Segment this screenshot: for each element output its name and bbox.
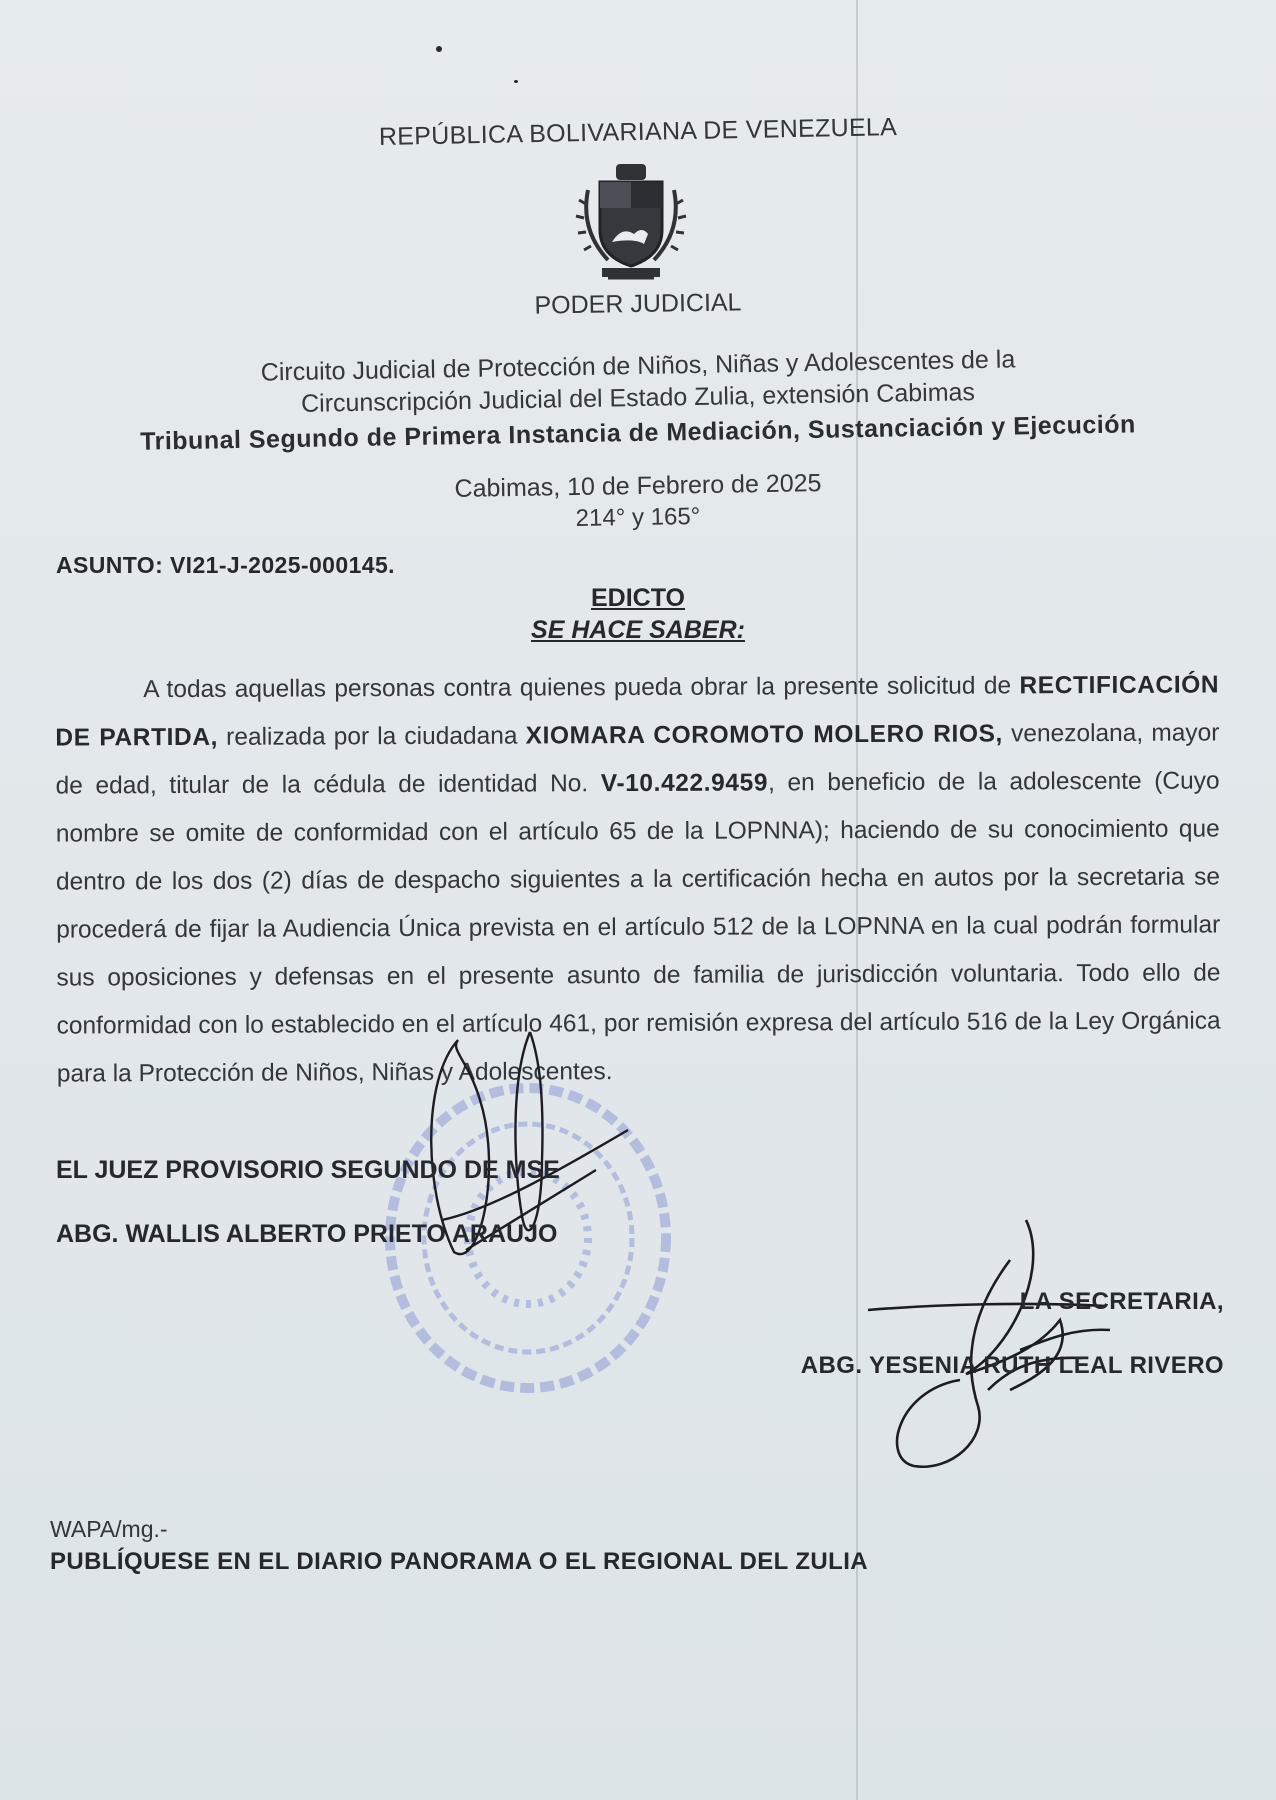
secretary-title: LA SECRETARIA, [1019,1288,1224,1315]
body-intro: A todas aquellas personas contra quienes pueda obrar la presente solicitud de [143,672,1012,704]
tribunal-heading: Tribunal Segundo de Primera Instancia de Mediación, Sustanciación y Ejecución [139,410,1137,456]
case-number: ASUNTO: VI21-J-2025-000145. [56,552,395,578]
request-type: RECTIFICACIÓN DE PARTIDA, [55,671,1220,752]
country-heading: REPÚBLICA BOLIVARIANA DE VENEZUELA [378,113,898,151]
body-applicant-intro: realizada por la ciudadana [226,722,518,751]
applicant-name: XIOMARA COROMOTO MOLERO RIOS, [525,720,1003,750]
judge-name: ABG. WALLIS ALBERTO PRIETO ARAUJO [56,1220,558,1248]
notice-body [55,661,1221,1098]
paper-speck [514,80,518,83]
circuit-line-1: Circuito Judicial de Protección de Niños, Niñas y Adolescentes de la [260,345,1016,387]
secretary-signature [860,1210,1140,1480]
body-applicant-details: venezolana, mayor de edad, titular de la cédula de identidad No. [55,719,1220,800]
document-date: Cabimas, 10 de Febrero de 2025 [454,469,822,503]
paper-speck [436,46,442,52]
applicant-id-number: V-10.422.9459 [600,769,769,798]
body-main-text: , en beneficio de la adolescente (Cuyo nombre se omite de conformidad con el artículo 65 de la LOPNNA); haciendo de su conocimiento que dentro de los dos (2) días de despacho siguientes a la certificación hecha en autos por la secretaria se procederá de fijar la Audiencia Única prevista en el artículo 512 de la LOPNNA en la cual podrán formular sus oposiciones y defensas en el presente asunto de familia de jurisdicción voluntaria. Todo ello de conformidad con lo establecido en el artículo 461, por remisión expresa del artículo 516 de la Ley Orgánica para la Protección de Niños, Niñas y Adolescentes. [55,767,1221,1088]
publication-order: PUBLÍQUESE EN EL DIARIO PANORAMA O EL REGIONAL DEL ZULIA [50,1548,869,1575]
branch-heading: PODER JUDICIAL [534,288,742,320]
circuit-line-2: Circunscripción Judicial del Estado Zulia, extensión Cabimas [300,378,976,418]
independence-years: 214° y 165° [575,503,701,532]
coat-of-arms-icon [568,160,694,288]
author-initials: WAPA/mg.- [50,1516,168,1542]
notice-title: EDICTO [591,584,685,612]
secretary-name: ABG. YESENIA RUTH LEAL RIVERO [800,1352,1224,1379]
judge-title: EL JUEZ PROVISORIO SEGUNDO DE MSE [56,1156,560,1184]
notice-subtitle: SE HACE SABER: [531,616,745,644]
